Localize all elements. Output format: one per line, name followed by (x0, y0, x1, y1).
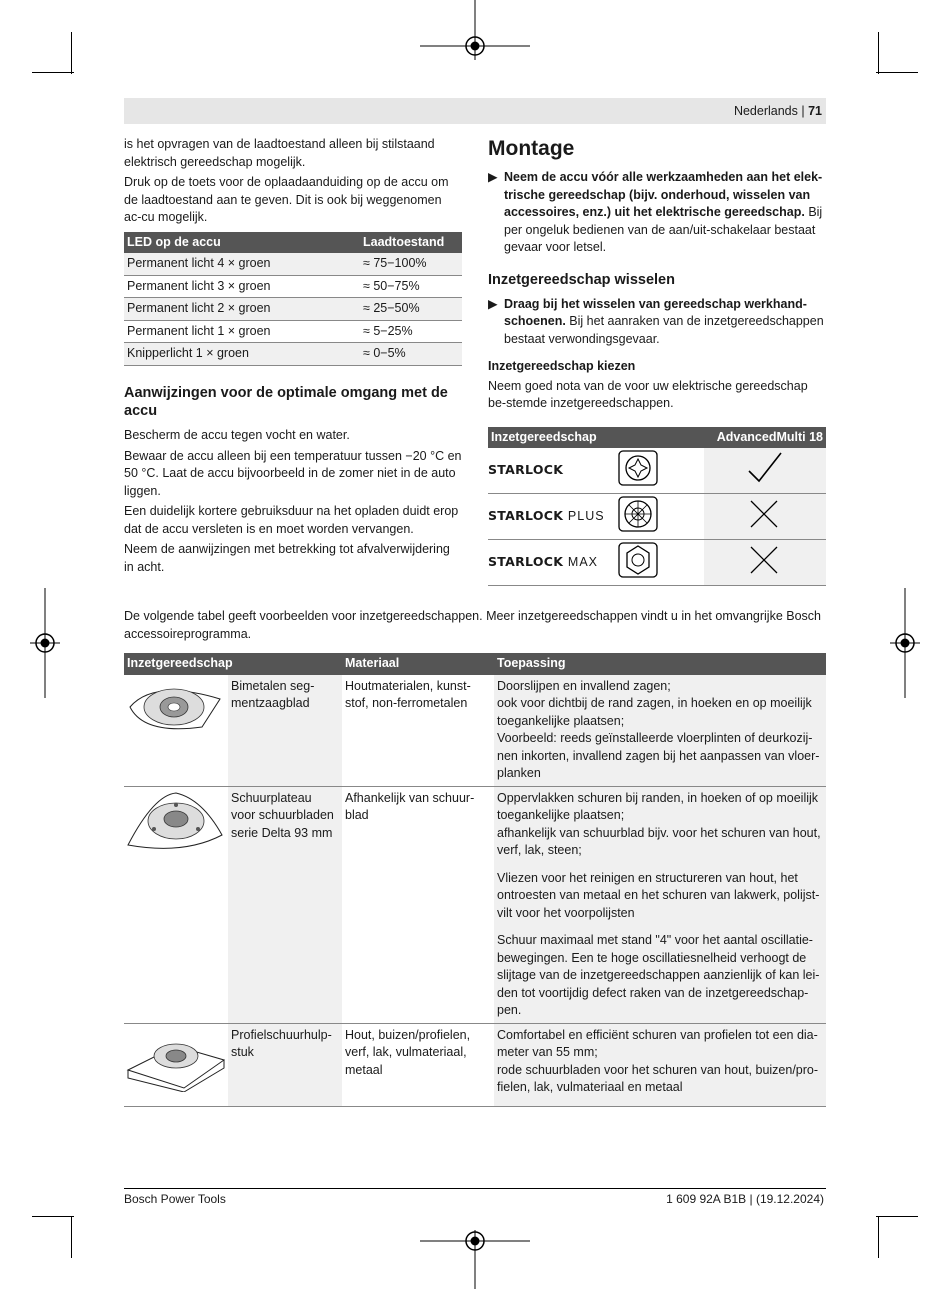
arrow-right-icon: ▶ (488, 170, 498, 185)
tool-image-cell (124, 675, 228, 787)
warning-item (488, 296, 826, 349)
table-cell: Knipperlicht 1 × groen (124, 343, 360, 366)
delta-sanding-plate-image (124, 789, 228, 859)
table-header: Toepassing (494, 653, 826, 675)
tool-name: Profielschuurhulp-stuk (228, 1023, 342, 1106)
paragraph: Neem de aanwijzingen met betrekking tot afvalverwijdering in acht. (124, 542, 450, 574)
tool-image-cell (124, 786, 228, 1023)
brand-cell (488, 540, 616, 586)
left-column (124, 136, 462, 579)
compat-cell (704, 448, 826, 494)
section-heading: Aanwijzingen voor de optimale omgang met de accu (124, 384, 448, 420)
application-text: afhankelijk van schuurblad bijv. voor het schuren van hout, verf, lak, steen; (497, 825, 821, 857)
table-cell: Permanent licht 3 × groen (124, 275, 360, 298)
paragraph: is het opvragen van de laadtoestand alleen bij stilstaand elektrisch gereedschap mogelijk. (124, 137, 435, 169)
crop-mark (878, 1216, 879, 1258)
application-text: Voorbeeld: reeds geïnstalleerde vloerplinten of deurkozij-nen inkorten, invallend zagen bij het aanpassen van vloer-planken (497, 731, 820, 780)
cross-icon (743, 541, 787, 579)
application-text: Oppervlakken schuren bij randen, in hoeken of op moeilijk toegankelijke plaatsen; (497, 790, 819, 822)
crop-mark (32, 72, 74, 73)
registration-mark-right (890, 588, 920, 698)
interface-cell (616, 494, 704, 540)
table-row (124, 675, 826, 787)
tool-name: Bimetalen seg-mentzaagblad (228, 675, 342, 787)
table-cell: ≈ 0−5% (360, 343, 462, 366)
table-header: AdvancedMulti 18 (704, 427, 826, 449)
tool-application (494, 786, 826, 1023)
paragraph: Bewaar de accu alleen bij een temperatuur tussen −20 °C en 50 °C. Laat de accu bijvoorbeeld in de zomer niet in de auto liggen. (124, 448, 462, 498)
application-text: Vliezen voor het reinigen en structureren van hout, het ontroesten van metaal en het schuren van lakwerk, polijst-vilt voor het voorpolijsten (497, 870, 820, 920)
cross-icon (743, 495, 787, 533)
led-table (124, 232, 462, 366)
warning-bold-text: Neem de accu vóór alle werkzaamheden aan het elek-trische gereedschap (bijv. onderhoud, wisselen van accessoires, enz.) uit het elektrische gereedschap. (504, 170, 823, 220)
warning-bold-text: Draag bij het wisselen van gereedschap werkhand-schoenen. (504, 296, 807, 329)
tools-table (124, 653, 826, 1107)
arrow-right-icon: ▶ (488, 296, 498, 311)
tool-material: Hout, buizen/profielen, verf, lak, vulmateriaal, metaal (342, 1023, 494, 1106)
table-row (488, 494, 826, 540)
table-row (124, 786, 826, 1023)
header-language: Nederlands (733, 104, 798, 118)
table-cell: ≈ 5−25% (360, 320, 462, 343)
application-text: Doorslijpen en invallend zagen; (497, 678, 671, 693)
compatibility-table (488, 427, 826, 587)
starlock-max-logo: STARLOCK MAX (488, 554, 599, 570)
footer-brand: Bosch Power Tools (124, 1192, 226, 1206)
crop-mark (878, 32, 879, 74)
minor-heading: Inzetgereedschap kiezen (488, 359, 636, 374)
tool-name: Schuurplateau voor schuurbladen serie Delta 93 mm (228, 786, 342, 1023)
tool-material: Afhankelijk van schuur-blad (342, 786, 494, 1023)
tool-image-cell (124, 1023, 228, 1106)
starlock-max-interface-icon (616, 541, 660, 579)
warning-text: Bij het aanraken van de inzetgereedschappen bestaat verwondingsgevaar. (504, 314, 824, 346)
starlock-plus-logo: STARLOCK PLUS (488, 508, 605, 524)
interface-cell (616, 540, 704, 586)
table-cell: Permanent licht 4 × groen (124, 253, 360, 275)
table-cell: ≈ 75−100% (360, 253, 462, 275)
page-header: Nederlands | 71 (733, 104, 822, 118)
application-text: rode schuurbladen voor het schuren van hout, buizen/pro-fielen, lak, vulmateriaal en metaal (497, 1062, 819, 1094)
interface-cell (616, 448, 704, 494)
table-cell: Permanent licht 2 × groen (124, 298, 360, 321)
registration-mark-bottom (420, 1230, 530, 1289)
brand-cell (488, 494, 616, 540)
starlock-logo: STARLOCK (488, 462, 564, 478)
table-row (124, 298, 462, 321)
tool-application (494, 675, 826, 787)
table-row (124, 275, 462, 298)
header-bar (124, 98, 826, 124)
starlock-interface-icon (616, 449, 660, 487)
table-header: Inzetgereedschap (124, 653, 342, 675)
table-header: Inzetgereedschap (488, 427, 704, 449)
check-icon (743, 449, 787, 487)
warning-text: Bij per ongeluk bedienen van de aan/uit-schakelaar bestaat gevaar voor letsel. (504, 205, 823, 255)
registration-mark-left (30, 588, 60, 698)
intro-paragraph: De volgende tabel geeft voorbeelden voor inzetgereedschappen. Meer inzetgereedschappen vindt u in het omvangrijke Bosch accessoireprogramma. (124, 609, 821, 641)
profile-sanding-attachment-image (124, 1026, 228, 1092)
table-row (124, 343, 462, 366)
table-header: Laadtoestand (360, 232, 462, 254)
application-text: ook voor dichtbij de rand zagen, in hoeken en op moeilijk toegankelijke plaatsen; (497, 696, 812, 728)
table-cell: ≈ 50−75% (360, 275, 462, 298)
table-row (124, 320, 462, 343)
application-text: Schuur maximaal met stand "4" voor het aantal oscillatie-bewegingen. Een te hoge oscillatiesnelheid verhoogt de slijtage van de inzetgereedschappen aanzienlijk of kan lei-den tot voortijdig defect raken van de inzetgereedschap-pen. (497, 933, 820, 1017)
paragraph: Een duidelijk kortere gebruiksduur na het opladen duidt erop dat de accu versleten is en moet worden vervangen. (124, 504, 459, 536)
section-title: Montage (488, 137, 575, 160)
warning-item (488, 169, 826, 257)
crop-mark (71, 32, 72, 74)
right-column (488, 136, 826, 586)
table-row (488, 448, 826, 494)
segment-saw-blade-image (124, 677, 228, 741)
paragraph: Neem goed nota van de voor uw elektrische gereedschap be-stemde inzetgereedschappen. (488, 378, 808, 411)
footer-rule (124, 1188, 826, 1189)
table-header: LED op de accu (124, 232, 360, 254)
compat-cell (704, 540, 826, 586)
paragraph: Bescherm de accu tegen vocht en water. (124, 428, 350, 443)
table-header: Materiaal (342, 653, 494, 675)
crop-mark (32, 1216, 74, 1217)
tool-material: Houtmaterialen, kunst-stof, non-ferrometalen (342, 675, 494, 787)
table-cell: Permanent licht 1 × groen (124, 320, 360, 343)
footer-doc-id: 1 609 92A B1B | (19.12.2024) (666, 1192, 824, 1206)
table-cell: ≈ 25−50% (360, 298, 462, 321)
page-number: 71 (808, 104, 822, 118)
tool-application (494, 1023, 826, 1106)
crop-mark (876, 72, 918, 73)
compat-cell (704, 494, 826, 540)
brand-cell (488, 448, 616, 494)
application-text: Comfortabel en efficiënt schuren van profielen tot een dia-meter van 55 mm; (497, 1027, 818, 1059)
starlock-plus-interface-icon (616, 495, 660, 533)
table-row (124, 1023, 826, 1106)
table-row (488, 540, 826, 586)
crop-mark (71, 1216, 72, 1258)
paragraph: Druk op de toets voor de oplaadaanduiding op de accu om de laadtoestand aan te geven. Dit is ook bij weggenomen ac-cu mogelijk. (124, 175, 449, 224)
table-row (124, 253, 462, 275)
sub-heading: Inzetgereedschap wisselen (488, 271, 675, 288)
crop-mark (876, 1216, 918, 1217)
registration-mark-top (420, 0, 530, 60)
